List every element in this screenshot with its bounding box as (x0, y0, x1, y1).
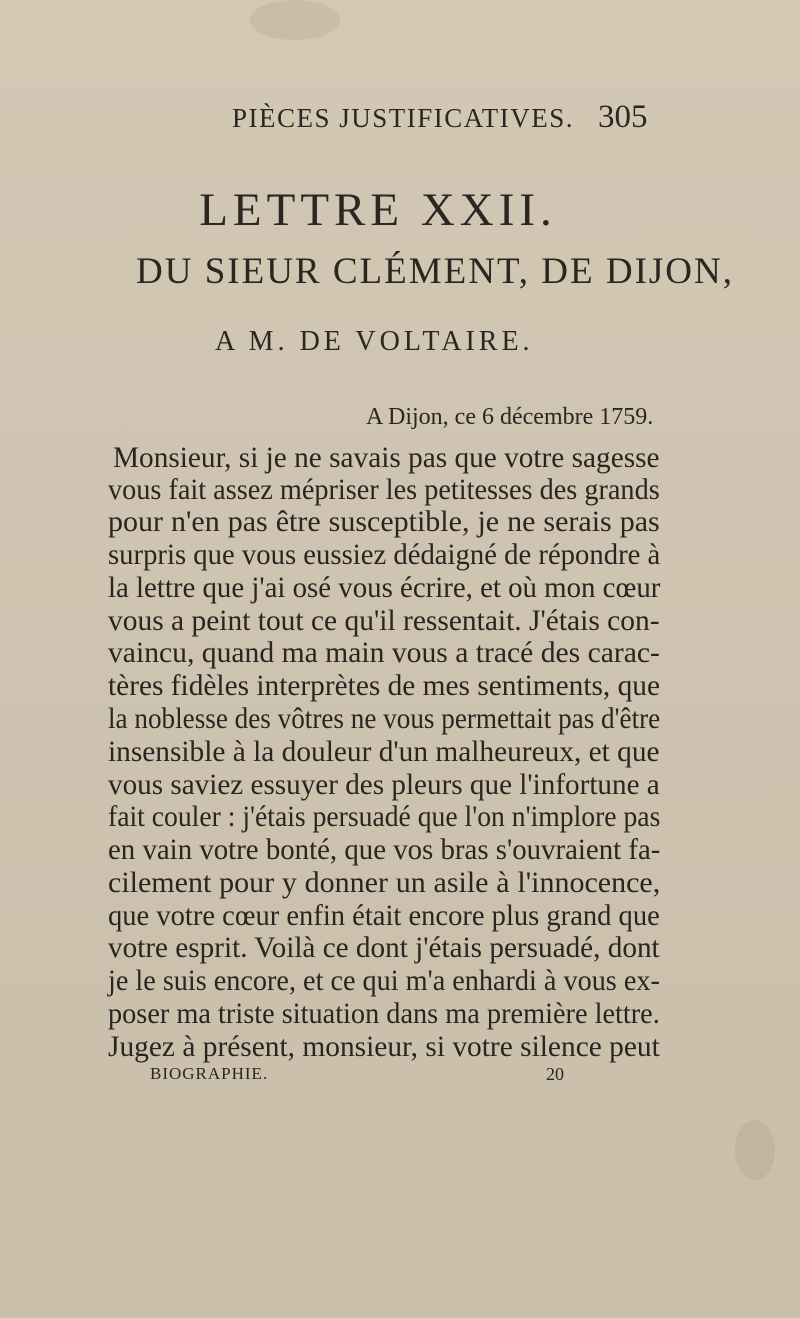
text-line: pour n'en pas être susceptible, je ne serais pas (108, 505, 660, 538)
letter-title: LETTRE XXII. (199, 184, 557, 236)
text-line: Monsieur, si je ne savais pas que votre sagesse (113, 441, 660, 474)
page-footer (0, 1064, 800, 1094)
letter-dateline: A Dijon, ce 6 décembre 1759. (366, 404, 654, 430)
text-line: vous fait assez mépriser les petitesses des grands (108, 473, 660, 506)
running-title: PIÈCES JUSTIFICATIVES. (232, 103, 575, 133)
running-head (0, 99, 800, 143)
page-number: 305 (598, 99, 648, 135)
text-line: la lettre que j'ai osé vous écrire, et où mon cœur (108, 571, 661, 604)
text-line: je le suis encore, et ce qui m'a enhardi à vous ex- (108, 964, 660, 997)
text-line: vaincu, quand ma main vous a tracé des carac- (108, 636, 660, 669)
paper-stain (250, 0, 340, 40)
text-line: tères fidèles interprètes de mes sentiments, que (108, 669, 660, 702)
text-line: Jugez à présent, monsieur, si votre silence peut (108, 1030, 660, 1063)
sheet-number: 20 (546, 1064, 564, 1084)
text-line: insensible à la douleur d'un malheureux, et que (108, 735, 660, 768)
signature-mark: BIOGRAPHIE. (150, 1064, 269, 1083)
text-line: vous saviez essuyer des pleurs que l'infortune a (108, 768, 660, 801)
letter-sender: DU SIEUR CLÉMENT, DE DIJON, (136, 251, 734, 292)
text-line: fait couler : j'étais persuadé que l'on n'implore pas (108, 800, 661, 833)
text-line: cilement pour y donner un asile à l'innocence, (108, 866, 661, 899)
text-line: surpris que vous eussiez dédaigné de répondre à (108, 538, 661, 571)
text-line: la noblesse des vôtres ne vous permettait pas d'être (108, 702, 661, 735)
letter-recipient: A M. DE VOLTAIRE. (215, 326, 534, 357)
text-line: en vain votre bonté, que vos bras s'ouvraient fa- (108, 833, 661, 866)
text-line: votre esprit. Voilà ce dont j'étais persuadé, dont (108, 931, 660, 964)
text-line: vous a peint tout ce qu'il ressentait. J'étais con- (108, 604, 660, 637)
paper-stain (735, 1120, 775, 1180)
text-line: que votre cœur enfin était encore plus grand que (108, 899, 660, 932)
text-line: poser ma triste situation dans ma première lettre. (108, 997, 660, 1030)
